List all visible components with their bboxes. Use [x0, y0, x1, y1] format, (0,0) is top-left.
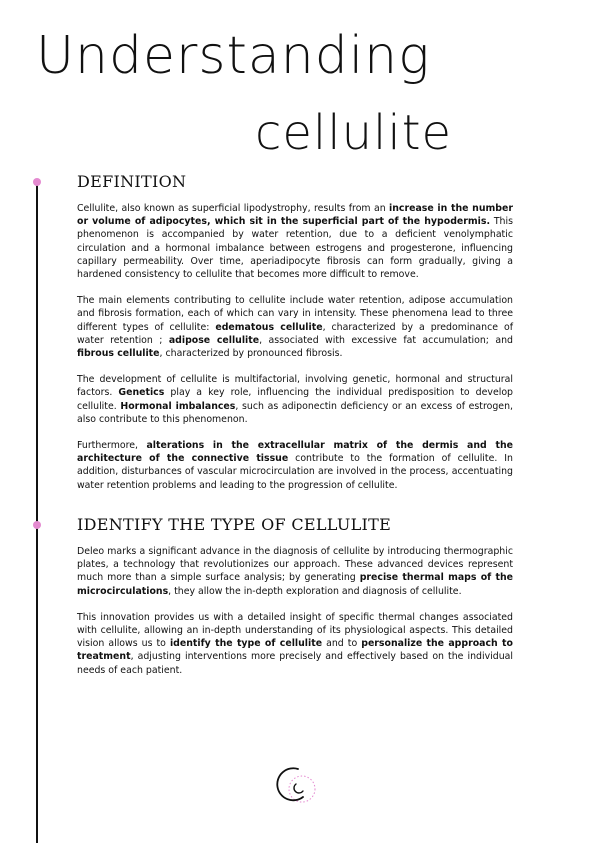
emphasis-text: edematous cellulite — [215, 321, 323, 333]
text-run: , such as adiponectin deficiency or an excess of estrogen, also contribute to this phenomenon. — [77, 400, 513, 425]
text-run: , characterized by a predominance of water retention ; — [77, 321, 514, 346]
emphasis-text: identify the type of cellulite — [169, 638, 323, 650]
definition-section-body — [77, 202, 513, 505]
section-heading-definition: DEFINITION — [77, 172, 187, 191]
text-run: , associated with excessive fat accumulation; and — [259, 334, 513, 346]
text-run: play a key role, influencing the individual predisposition to develop cellulite. — [77, 387, 514, 412]
emphasis-text: personalize the approach to treatment — [77, 638, 513, 663]
paragraph — [77, 294, 513, 360]
emphasis-text: Genetics — [118, 387, 165, 399]
paragraph — [77, 545, 513, 598]
brand-c-logo-icon — [276, 764, 320, 808]
page-title-line-1: Understanding — [36, 26, 431, 86]
page-title-line-2: cellulite — [255, 105, 453, 161]
text-run: The development of cellulite is multifactorial, involving genetic, hormonal and structural factors. — [77, 374, 513, 399]
emphasis-text: increase in the number or volume of adipocytes, which sit in the superficial part of the hypodermis. — [77, 203, 513, 228]
emphasis-text: alterations in the extracellular matrix of the dermis and the architecture of the connective tissue — [77, 440, 513, 465]
emphasis-text: adipose cellulite — [168, 334, 260, 346]
text-run: , adjusting interventions more precisely and effectively based on the individual needs of each patient. — [77, 651, 513, 676]
text-run: This phenomenon is accompanied by water retention, due to a deficient venolymphatic circulation and a hormonal imbalance between estrogens and progesterone, influencing capillary permeability. Over time, aperiadipocyte fibrosis can form gradually, giving a hardened consistency to cellulite that becomes more difficult to remove. — [77, 216, 513, 281]
text-run: Furthermore, — [77, 440, 147, 452]
paragraph — [77, 439, 513, 492]
identify-section-body — [77, 545, 513, 690]
paragraph — [77, 202, 513, 281]
paragraph — [77, 373, 513, 426]
text-run: This innovation provides us with a detailed insight of specific thermal changes associated with cellulite, allowing an in-depth understanding of its physiological aspects. This detailed vision allows us to — [77, 611, 513, 650]
text-run: , they allow the in-depth exploration and diagnosis of cellulite. — [168, 585, 462, 597]
emphasis-text: precise thermal maps of the microcirculations — [77, 572, 514, 597]
timeline-line — [36, 182, 38, 843]
text-run: , characterized by pronounced fibrosis. — [159, 348, 343, 360]
section-heading-identify-type: IDENTIFY THE TYPE OF CELLULITE — [77, 515, 392, 534]
text-run: and to — [322, 638, 362, 650]
paragraph — [77, 611, 513, 677]
timeline-dot-definition — [33, 178, 41, 186]
text-run: contribute to the formation of cellulite. In addition, disturbances of vascular microcirculation are involved in the process, accentuating water retention problems and leading to the progression of cellulite. — [77, 453, 513, 491]
emphasis-text: fibrous cellulite — [77, 348, 160, 360]
emphasis-text: Hormonal imbalances — [120, 400, 236, 412]
text-run: Deleo marks a significant advance in the diagnosis of cellulite by introducing thermographic plates, a technology that revolutionizes our approach. These advanced devices represent much more than a simple surface analysis; by generating — [77, 546, 513, 584]
text-run: The main elements contributing to cellulite include water retention, adipose accumulation and fibrosis formation, each of which can vary in intensity. These phenomena lead to three different types of cellulite: — [77, 295, 513, 333]
timeline-dot-identify — [33, 521, 41, 529]
text-run: Cellulite, also known as superficial lipodystrophy, results from an — [77, 203, 390, 214]
